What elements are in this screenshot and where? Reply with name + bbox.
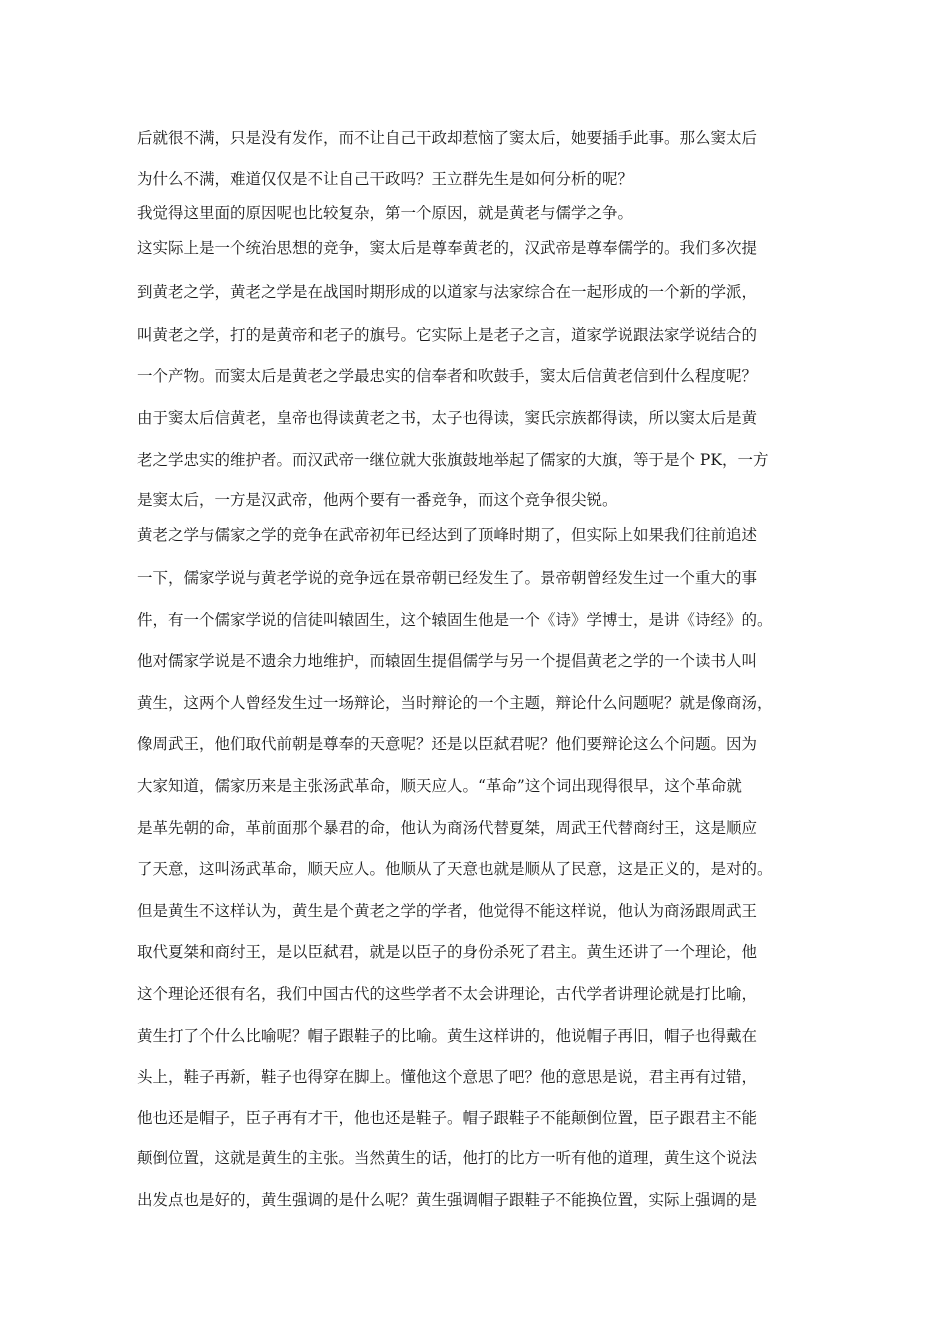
text-line: 黄生打了个什么比喻呢？帽子跟鞋子的比喻。黄生这样讲的，他说帽子再旧，帽子也得戴在 (137, 1027, 758, 1045)
text-line: 一下，儒家学说与黄老学说的竞争远在景帝朝已经发生了。景帝朝曾经发生过一个重大的事 (137, 569, 758, 587)
text-line: 叫黄老之学，打的是黄帝和老子的旗号。它实际上是老子之言，道家学说跟法家学说结合的 (137, 326, 758, 344)
text-line: 为什么不满，难道仅仅是不让自己干政吗？王立群先生是如何分析的呢？ (137, 170, 634, 188)
text-line: 他对儒家学说是不遗余力地维护，而辕固生提倡儒学与另一个提倡黄老之学的一个读书人叫 (137, 652, 758, 670)
text-line: 这个理论还很有名，我们中国古代的这些学者不太会讲理论，古代学者讲理论就是打比喻， (137, 985, 758, 1003)
text-line: 是革先朝的命，革前面那个暴君的命，他认为商汤代替夏桀，周武王代替商纣王，这是顺应 (137, 819, 758, 837)
text-line: 是窦太后，一方是汉武帝，他两个要有一番竞争，而这个竞争很尖锐。 (137, 491, 618, 509)
text-line: 像周武王，他们取代前朝是尊奉的天意呢？还是以臣弑君呢？他们要辩论这么个问题。因为 (137, 735, 758, 753)
text-line: 了天意，这叫汤武革命，顺天应人。他顺从了天意也就是顺从了民意，这是正义的，是对的。 (137, 860, 773, 878)
text-line: 到黄老之学，黄老之学是在战国时期形成的以道家与法家综合在一起形成的一个新的学派， (137, 283, 758, 301)
text-line: 后就很不满，只是没有发作，而不让自己干政却惹恼了窦太后，她要插手此事。那么窦太后 (137, 129, 758, 147)
text-line: 我觉得这里面的原因呢也比较复杂，第一个原因，就是黄老与儒学之争。 (137, 204, 634, 222)
text-line: 但是黄生不这样认为，黄生是个黄老之学的学者，他觉得不能这样说，他认为商汤跟周武王 (137, 902, 758, 920)
text-line: 头上，鞋子再新，鞋子也得穿在脚上。懂他这个意思了吧？他的意思是说，君主再有过错， (137, 1068, 758, 1086)
text-line: 由于窦太后信黄老，皇帝也得读黄老之书，太子也得读，窦氏宗族都得读，所以窦太后是黄 (137, 409, 758, 427)
text-line: 一个产物。而窦太后是黄老之学最忠实的信奉者和吹鼓手，窦太后信黄老信到什么程度呢？ (137, 367, 758, 385)
text-line: 他也还是帽子，臣子再有才干，他也还是鞋子。帽子跟鞋子不能颠倒位置，臣子跟君主不能 (137, 1109, 758, 1127)
text-line: 件，有一个儒家学说的信徒叫辕固生，这个辕固生他是一个《诗》学博士，是讲《诗经》的。 (137, 611, 773, 629)
text-line: 老之学忠实的维护者。而汉武帝一继位就大张旗鼓地举起了儒家的大旗，等于是个 PK，一方 (137, 451, 769, 469)
text-line: 黄老之学与儒家之学的竞争在武帝初年已经达到了顶峰时期了，但实际上如果我们往前追述 (137, 526, 758, 544)
text-line: 取代夏桀和商纣王，是以臣弑君，就是以臣子的身份杀死了君主。黄生还讲了一个理论，他 (137, 943, 758, 961)
text-line: 这实际上是一个统治思想的竞争，窦太后是尊奉黄老的，汉武帝是尊奉儒学的。我们多次提 (137, 239, 758, 257)
text-line: 出发点也是好的，黄生强调的是什么呢？黄生强调帽子跟鞋子不能换位置，实际上强调的是 (137, 1191, 758, 1209)
text-line: 颠倒位置，这就是黄生的主张。当然黄生的话，他打的比方一听有他的道理，黄生这个说法 (137, 1149, 758, 1167)
text-line: 大家知道，儒家历来是主张汤武革命，顺天应人。“革命”这个词出现得很早，这个革命就 (137, 777, 742, 795)
text-line: 黄生，这两个人曾经发生过一场辩论，当时辩论的一个主题，辩论什么问题呢？就是像商汤， (137, 694, 773, 712)
